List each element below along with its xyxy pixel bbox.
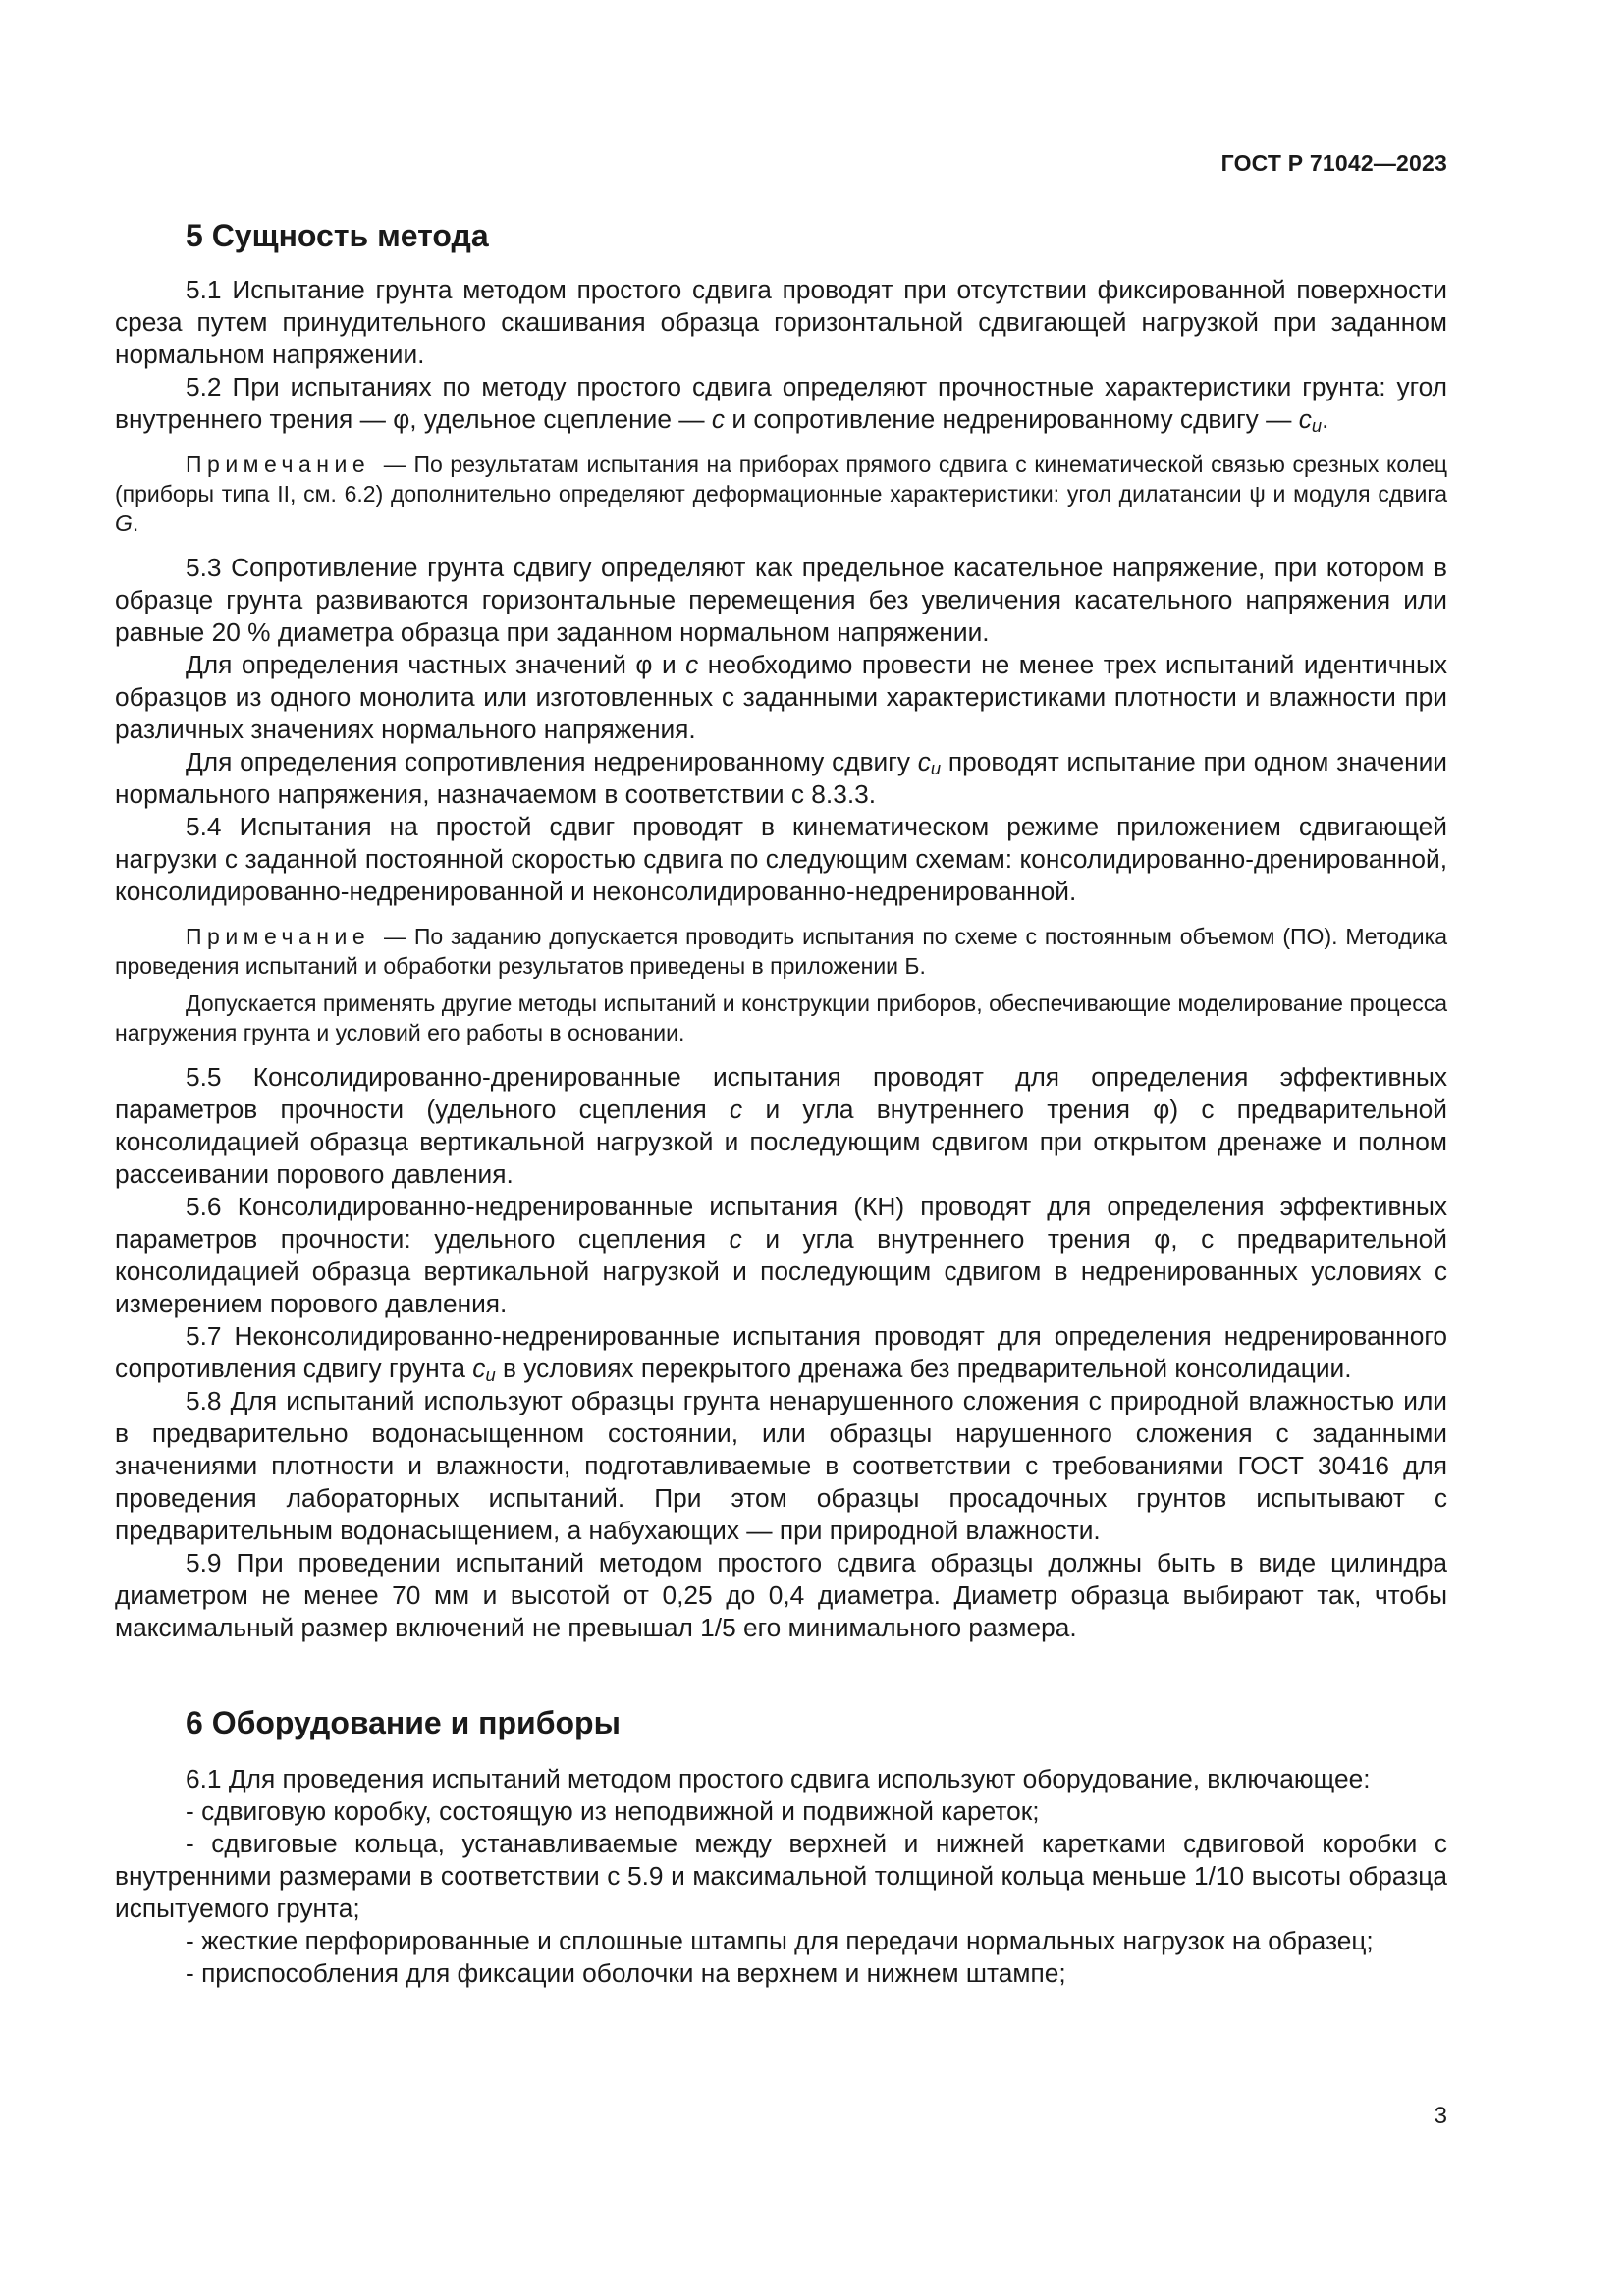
page-number: 3 bbox=[1434, 2103, 1447, 2129]
paragraph-5-1: 5.1 Испытание грунта методом простого сдвига проводят при отсутствии фиксированной поверхности среза путем принудительного скашивания образца горизонтальной сдвигающей нагрузкой при заданном нормальном напряжении. bbox=[115, 275, 1447, 369]
page-content bbox=[115, 218, 1447, 1990]
paragraph-5-4: 5.4 Испытания на простой сдвиг проводят в кинематическом режиме приложением сдвигающей нагрузки с заданной постоянной скоростью сдвига по следующим схемам: консолидированно-дренированной, консолидированно-недренированной и неконсолидированно-недренированной. bbox=[115, 812, 1447, 906]
list-item: - жесткие перфорированные и сплошные штампы для передачи нормальных нагрузок на образец; bbox=[186, 1926, 1374, 1955]
note-2-continuation: Допускается применять другие методы испытаний и конструкции приборов, обеспечивающие моделирование процесса нагружения грунта и условий его работы в основании. bbox=[115, 990, 1447, 1045]
paragraph-5-3-b: Для определения частных значений φ и c необходимо провести не менее трех испытаний идентичных образцов из одного монолита или изготовленных с заданными характеристиками плотности и влажности при различных значениях нормального напряжения. bbox=[115, 650, 1448, 744]
document-code: ГОСТ Р 71042—2023 bbox=[1220, 150, 1447, 176]
note-label: Примечание bbox=[186, 452, 371, 477]
list-item: - приспособления для фиксации оболочки на верхнем и нижнем штампе; bbox=[186, 1958, 1066, 1988]
paragraph-6-1: 6.1 Для проведения испытаний методом простого сдвига используют оборудование, включающее: bbox=[186, 1764, 1371, 1793]
paragraph-5-7: 5.7 Неконсолидированно-недренированные испытания проводят для определения недренированного сопротивления сдвигу грунта $c_u$ в условиях перекрытого дренажа без предварительной консолидации. bbox=[115, 1321, 1447, 1385]
paragraph-5-5: 5.5 Консолидированно-дренированные испытания проводят для определения эффективных параметров прочности (удельного сцепления c и угла внутреннего трения φ) с предварительной консолидацией образца вертикальной нагрузкой и последующим сдвигом при открытом дренаже и полном рассеивании порового давления. bbox=[115, 1062, 1447, 1189]
list-item: - сдвиговую коробку, состоящую из неподвижной и подвижной кареток; bbox=[186, 1796, 1040, 1826]
note-1: Примечание — По результатам испытания на приборах прямого сдвига с кинематической связью срезных колец (приборы типа II, см. 6.2) дополнительно определяют деформационные характеристики: угол дилатансии ψ и модуля сдвига G. bbox=[115, 452, 1447, 536]
section-5-title: 5 Сущность метода bbox=[186, 218, 489, 253]
section-6-title: 6 Оборудование и приборы bbox=[186, 1705, 621, 1740]
paragraph-5-9: 5.9 При проведении испытаний методом простого сдвига образцы должны быть в виде цилиндра диаметром не менее 70 мм и высотой от 0,25 до 0,4 диаметра. Диаметр образца выбирают так, чтобы максимальный размер включений не превышал 1/5 его минимального размера. bbox=[115, 1548, 1447, 1642]
list-item: - сдвиговые кольца, устанавливаемые между верхней и нижней каретками сдвиговой коробки с внутренними размерами в соответствии с 5.9 и максимальной толщиной кольца меньше 1/10 высоты образца испытуемого грунта; bbox=[115, 1829, 1447, 1923]
paragraph-5-6: 5.6 Консолидированно-недренированные испытания (КН) проводят для определения эффективных параметров прочности: удельного сцепления c и угла внутреннего трения φ, с предварительной консолидацией образца вертикальной нагрузкой и последующим сдвигом в недренированных условиях с измерением порового давления. bbox=[115, 1192, 1447, 1318]
paragraph-5-2: 5.2 При испытаниях по методу простого сдвига определяют прочностные характеристики грунта: угол внутреннего трения — φ, удельное сцепление — c и сопротивление недренированному сдвигу — $c_u$. bbox=[115, 372, 1447, 436]
paragraph-5-3-c: Для определения сопротивления недренированному сдвигу $c_u$ проводят испытание при одном значении нормального напряжения, назначаемом в соответствии с 8.3.3. bbox=[115, 747, 1447, 809]
paragraph-5-3: 5.3 Сопротивление грунта сдвигу определяют как предельное касательное напряжение, при котором в образце грунта развиваются горизонтальные перемещения без увеличения касательного напряжения или равные 20 % диаметра образца при заданном нормальном напряжении. bbox=[115, 553, 1447, 647]
note-2: Примечание — По заданию допускается проводить испытания по схеме с постоянным объемом (ПО). Методика проведения испытаний и обработки результатов приведены в приложении Б. bbox=[115, 924, 1447, 979]
paragraph-5-8: 5.8 Для испытаний используют образцы грунта ненарушенного сложения с природной влажностью или в предварительно водонасыщенном состоянии, или образцы нарушенного сложения с заданными значениями плотности и влажности, подготавливаемые в соответствии с требованиями ГОСТ 30416 для проведения лабораторных испытаний. При этом образцы просадочных грунтов испытывают с предварительным водонасыщением, а набухающих — при природной влажности. bbox=[115, 1386, 1447, 1545]
note-label: Примечание bbox=[186, 924, 371, 949]
